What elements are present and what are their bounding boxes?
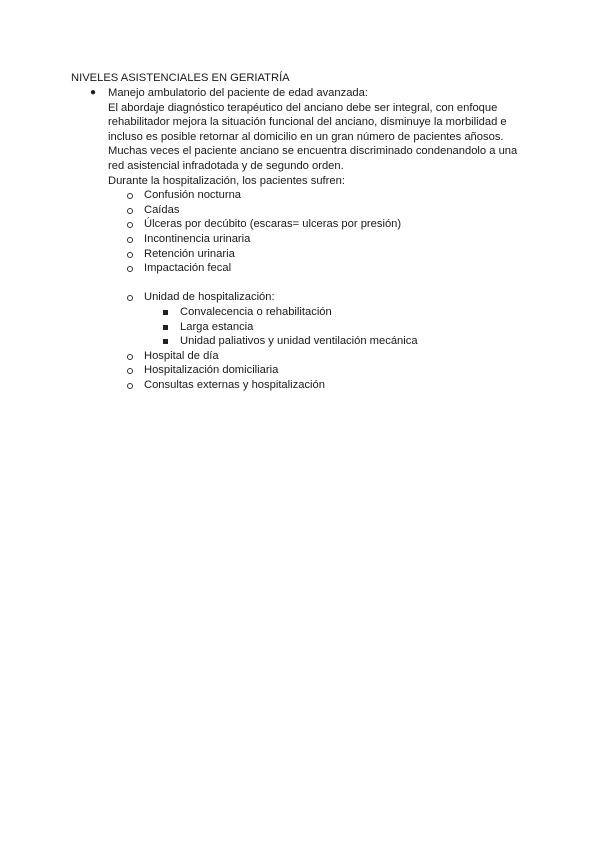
item-heading: Manejo ambulatorio del paciente de edad avanzada: [108,87,368,99]
circle-bullet-icon [127,368,133,374]
list-item-label: Unidad paliativos y unidad ventilación mecánica [180,335,418,348]
page-title: NIVELES ASISTENCIALES EN GERIATRÍA [71,72,290,84]
list-item [108,188,528,203]
list-item [108,363,528,378]
problems-list [88,188,528,276]
list-item-hospitalization-unit [108,290,528,348]
paragraph-line: rehabilitador mejora la situación funcional del anciano, disminuye la morbilidad e [108,116,507,129]
list-item [108,232,528,247]
square-bullet-icon [163,339,168,344]
list-item [144,305,528,320]
blank-line [88,276,528,291]
list-item [108,247,528,262]
list-item-outpatient [88,86,528,188]
bullet-dot-icon: ● [89,87,97,98]
list-item-label: Hospitalización domiciliaria [144,364,279,377]
list-item-label: Úlceras por decúbito (escaras= ulceras por presión) [144,218,402,231]
list-item [108,203,528,218]
circle-bullet-icon [127,383,133,389]
list-item-label: Convalecencia o rehabilitación [180,305,332,318]
list-item-label: Confusión nocturna [144,189,242,202]
square-bullet-icon [163,310,168,315]
list-item [108,378,528,393]
main-bullet-list [88,86,528,392]
list-item-label: Incontinencia urinaria [144,232,251,245]
circle-bullet-icon [127,266,133,272]
list-item [108,217,528,232]
circle-bullet-icon [127,208,133,214]
circle-bullet-icon [127,295,133,301]
circle-bullet-icon [127,237,133,243]
list-item-label: Caídas [144,203,180,216]
paragraph-line: red asistencial infradotada y de segundo orden. [108,159,344,172]
list-item-label: Retención urinaria [144,247,235,260]
circle-bullet-icon [127,193,133,199]
list-item-label: Unidad de hospitalización: [144,291,275,304]
list-item [108,261,528,276]
circle-bullet-icon [127,354,133,360]
list-item [144,320,528,335]
units-sublist [144,305,528,349]
circle-bullet-icon [127,252,133,258]
list-item-label: Hospital de día [144,349,219,362]
paragraph-line: incluso es posible retornar al domicilio en un gran número de pacientes añosos. [108,130,504,143]
list-item-label: Impactación fecal [144,262,232,275]
square-bullet-icon [163,325,168,330]
list-item-label: Consultas externas y hospitalización [144,378,325,391]
circle-bullet-icon [127,222,133,228]
list-item-label: Larga estancia [180,320,254,333]
list-item [144,334,528,349]
paragraph-line: Muchas veces el paciente anciano se encuentra discriminado condenandolo a una [108,145,518,158]
paragraph-line: El abordaje diagnóstico terapéutico del anciano debe ser integral, con enfoque [108,101,498,114]
care-levels-list [88,290,528,392]
paragraph-line: Durante la hospitalización, los pacientes sufren: [108,174,345,187]
list-item [108,349,528,364]
